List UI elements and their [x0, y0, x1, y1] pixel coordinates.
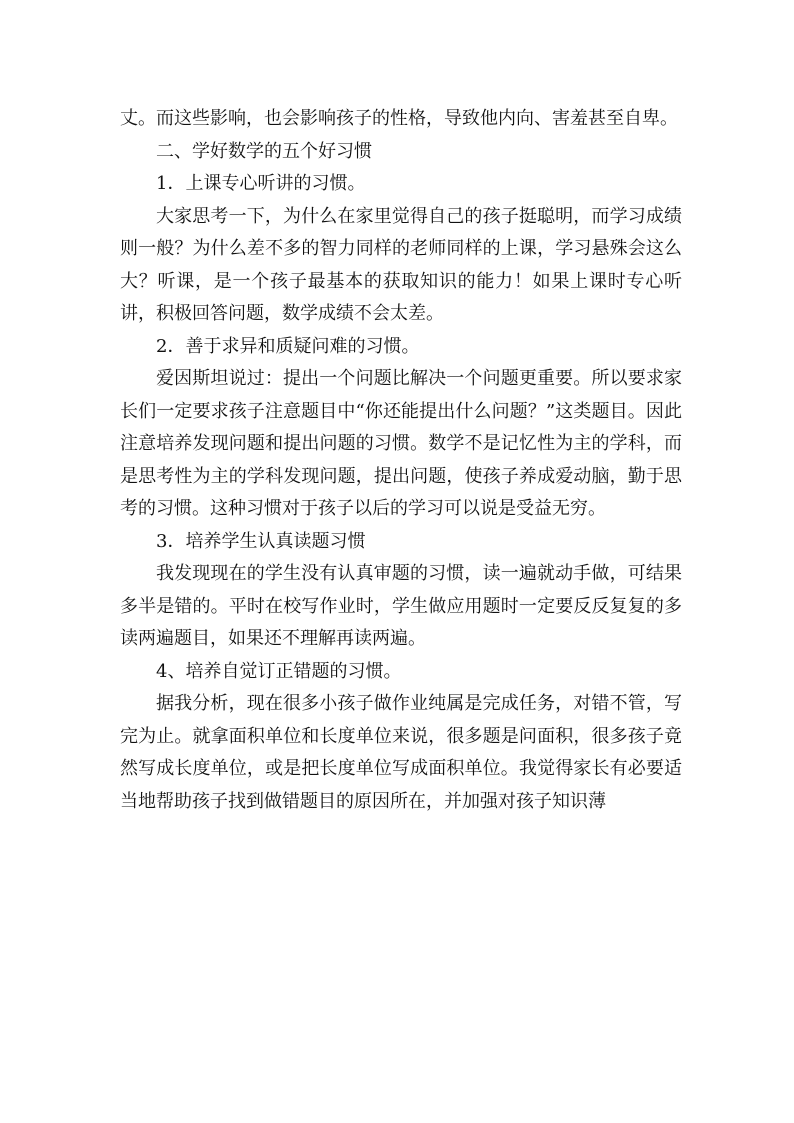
paragraph-body: 大家思考一下，为什么在家里觉得自己的孩子挺聪明，而学习成绩则一般？为什么差不多的智力同样的老师同样的上课，学习悬殊会这么大？听课，是一个孩子最基本的获取知识的能力！如果上课时专心听讲，积极回答问题，数学成绩不会太差。 — [120, 205, 682, 324]
paragraph-body: 爱因斯坦说过：提出一个问题比解决一个问题更重要。所以要求家长们一定要求孩子注意题目中“你还能提出什么问题？”这类题目。因此注意培养发现问题和提出问题的习惯。数学不是记忆性为主的学科，而是思考性为主的学科发现问题，提出问题，使孩子养成爱动脑，勤于思考的习惯。这种习惯对于孩子以后的学习可以说是受益无穷。 — [120, 368, 682, 519]
document-body — [120, 103, 682, 818]
habit-heading-3: 3．培养学生认真读题习惯 — [156, 530, 366, 552]
habit-heading-2: 2．善于求异和质疑问难的习惯。 — [156, 335, 420, 357]
habit-heading-4: 4、培养自觉订正错题的习惯。 — [156, 660, 402, 682]
paragraph-body: 据我分析，现在很多小孩子做作业纯属是完成任务，对错不管，写完为止。就拿面积单位和长度单位来说，很多题是问面积，很多孩子竟然写成长度单位，或是把长度单位写成面积单位。我觉得家长有必要适当地帮助孩子找到做错题目的原因所在，并加强对孩子知识薄 — [120, 693, 682, 812]
paragraph-continuation: 丈。而这些影响，也会影响孩子的性格，导致他内向、害羞甚至自卑。 — [120, 108, 678, 129]
habit-heading-1: 1．上课专心听讲的习惯。 — [156, 173, 366, 194]
section-heading: 二、学好数学的五个好习惯 — [156, 140, 372, 162]
paragraph-body: 我发现现在的学生没有认真审题的习惯，读一遍就动手做，可结果多半是错的。平时在校写作业时，学生做应用题时一定要反反复复的多读两遍题目，如果还不理解再读两遍。 — [120, 563, 682, 649]
